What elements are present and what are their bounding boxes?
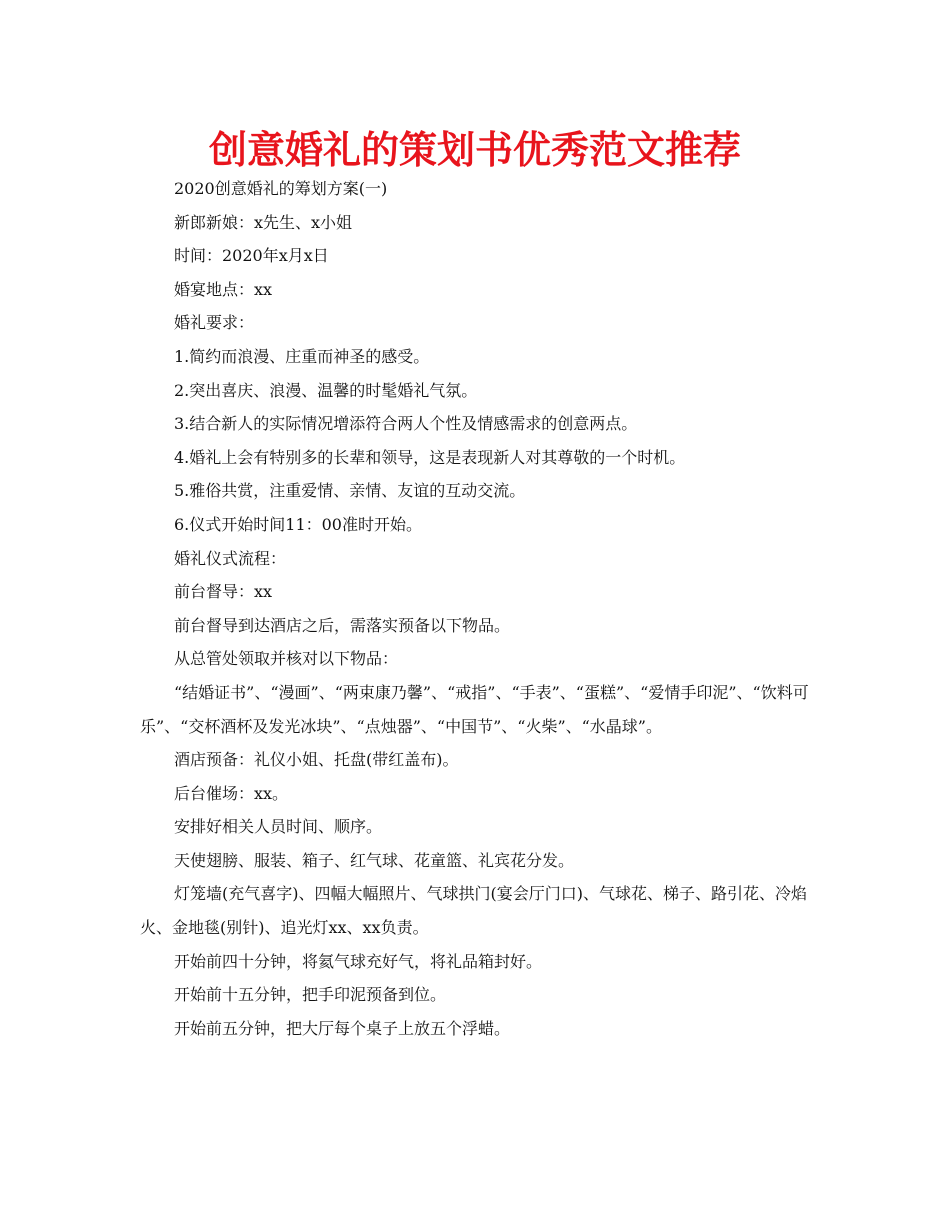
paragraph: 前台督导：xx bbox=[174, 582, 273, 602]
paragraph: 新郎新娘：x先生、x小姐 bbox=[174, 212, 353, 232]
paragraph: 前台督导到达酒店之后，需落实预备以下物品。 bbox=[174, 615, 511, 635]
paragraph: 5.雅俗共赏，注重爱情、亲情、友谊的互动交流。 bbox=[174, 481, 526, 501]
paragraph: 婚礼仪式流程： bbox=[174, 548, 287, 568]
paragraph: 时间：2020年x月x日 bbox=[174, 246, 329, 266]
paragraph: 2.突出喜庆、浪漫、温馨的时髦婚礼气氛。 bbox=[174, 380, 478, 400]
paragraph: 6.仪式开始时间11：00准时开始。 bbox=[174, 514, 422, 534]
paragraph: 开始前五分钟，把大厅每个桌子上放五个浮蜡。 bbox=[174, 1018, 511, 1038]
paragraph: 4.婚礼上会有特别多的长辈和领导，这是表现新人对其尊敬的一个时机。 bbox=[174, 447, 686, 467]
paragraph: 1.简约而浪漫、庄重而神圣的感受。 bbox=[174, 346, 430, 366]
paragraph: 开始前四十分钟，将氦气球充好气，将礼品箱封好。 bbox=[174, 951, 543, 971]
paragraph: 后台催场：xx。 bbox=[174, 783, 289, 803]
paragraph: 安排好相关人员时间、顺序。 bbox=[174, 817, 383, 837]
paragraph: 婚礼要求： bbox=[174, 313, 255, 333]
paragraph: 灯笼墙(充气喜字)、四幅大幅照片、气球拱门(宴会厅门口)、气球花、梯子、路引花、冷焰火、金地毯(别针)、追光灯xx、xx负责。 bbox=[140, 884, 807, 938]
paragraph: 3.结合新人的实际情况增添符合两人个性及情感需求的创意两点。 bbox=[174, 414, 638, 434]
paragraph: 开始前十五分钟，把手印泥预备到位。 bbox=[174, 985, 447, 1005]
document-body bbox=[140, 172, 815, 1045]
paragraph: 酒店预备：礼仪小姐、托盘(带红盖布)。 bbox=[174, 750, 459, 770]
paragraph: 天使翅膀、服装、箱子、红气球、花童篮、礼宾花分发。 bbox=[174, 850, 575, 870]
paragraph: 2020创意婚礼的筹划方案(一) bbox=[174, 179, 388, 198]
document-title: 创意婚礼的策划书优秀范文推荐 bbox=[208, 128, 741, 172]
paragraph: 婚宴地点：xx bbox=[174, 279, 273, 299]
paragraph: 从总管处领取并核对以下物品： bbox=[174, 649, 399, 669]
paragraph: “结婚证书”、“漫画”、“两束康乃馨”、“戒指”、“手表”、“蛋糕”、“爱情手印泥”、“饮料可乐”、“交杯酒杯及发光冰块”、“点烛器”、“中国节”、“火柴”、“水晶球”。 bbox=[140, 682, 809, 736]
